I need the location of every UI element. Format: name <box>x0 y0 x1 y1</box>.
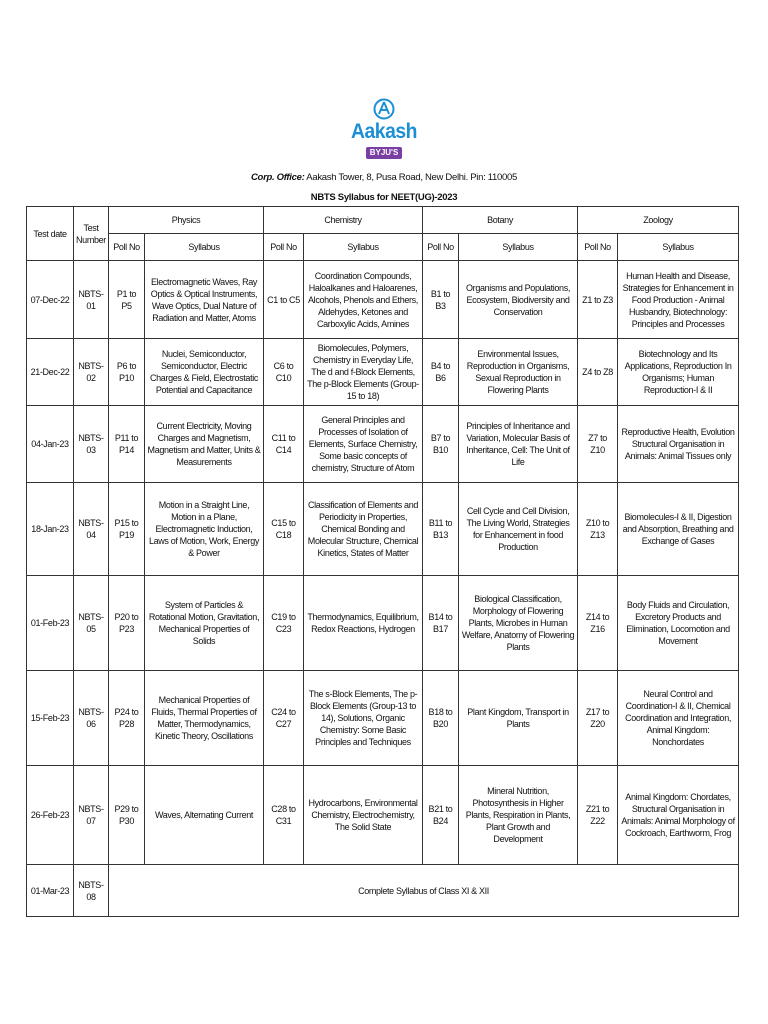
table-row <box>27 339 739 406</box>
botany-syllabus-cell: Organisms and Populations, Ecosystem, Biodiversity and Conservation <box>459 261 578 339</box>
table-row <box>27 483 739 576</box>
chemistry-poll-cell: C19 to C23 <box>264 576 304 671</box>
chemistry-poll-cell: C6 to C10 <box>264 339 304 406</box>
table-row-final <box>27 865 739 917</box>
test-date-cell: 18-Jan-23 <box>27 483 74 576</box>
col-chem-syllabus: Syllabus <box>304 234 423 261</box>
physics-syllabus-cell: Mechanical Properties of Fluids, Thermal Properties of Matter, Thermodynamics, Kinetic Theory, Oscillations <box>145 671 264 766</box>
test-number-cell: NBTS-06 <box>74 671 109 766</box>
byjus-badge: BYJU'S <box>366 147 403 159</box>
col-phy-syllabus: Syllabus <box>145 234 264 261</box>
test-date-cell: 01-Mar-23 <box>27 865 74 917</box>
zoology-poll-cell: Z7 to Z10 <box>578 406 618 483</box>
physics-syllabus-cell: System of Particles & Rotational Motion, Gravitation, Mechanical Properties of Solids <box>145 576 264 671</box>
zoology-syllabus-cell: Biomolecules-I & II, Digestion and Absorption, Breathing and Exchange of Gases <box>618 483 739 576</box>
zoology-poll-cell: Z1 to Z3 <box>578 261 618 339</box>
chemistry-poll-cell: C11 to C14 <box>264 406 304 483</box>
test-date-cell: 04-Jan-23 <box>27 406 74 483</box>
col-physics: Physics <box>109 207 264 234</box>
col-bot-syllabus: Syllabus <box>459 234 578 261</box>
col-test-date: Test date <box>27 207 74 261</box>
test-number-cell: NBTS-05 <box>74 576 109 671</box>
aakash-emblem-icon <box>373 98 395 120</box>
test-number-cell: NBTS-07 <box>74 766 109 865</box>
zoology-poll-cell: Z4 to Z8 <box>578 339 618 406</box>
physics-syllabus-cell: Motion in a Straight Line, Motion in a Plane, Electromagnetic Induction, Laws of Motion, Work, Energy & Power <box>145 483 264 576</box>
physics-poll-cell: P29 to P30 <box>109 766 145 865</box>
zoology-poll-cell: Z17 to Z20 <box>578 671 618 766</box>
botany-syllabus-cell: Cell Cycle and Cell Division, The Living World, Strategies for Enhancement in food Production <box>459 483 578 576</box>
physics-syllabus-cell: Electromagnetic Waves, Ray Optics & Optical Instruments, Wave Optics, Dual Nature of Radiation and Matter, Atoms <box>145 261 264 339</box>
zoology-poll-cell: Z14 to Z16 <box>578 576 618 671</box>
test-date-cell: 21-Dec-22 <box>27 339 74 406</box>
col-zoo-syllabus: Syllabus <box>618 234 739 261</box>
office-address: Aakash Tower, 8, Pusa Road, New Delhi. Pin: 110005 <box>306 172 517 183</box>
col-chemistry: Chemistry <box>264 207 423 234</box>
physics-poll-cell: P11 to P14 <box>109 406 145 483</box>
col-zoology: Zoology <box>578 207 739 234</box>
chemistry-poll-cell: C15 to C18 <box>264 483 304 576</box>
physics-poll-cell: P15 to P19 <box>109 483 145 576</box>
test-date-cell: 01-Feb-23 <box>27 576 74 671</box>
botany-syllabus-cell: Biological Classification, Morphology of Flowering Plants, Microbes in Human Welfare, Anatomy of Flowering Plants <box>459 576 578 671</box>
chemistry-syllabus-cell: Classification of Elements and Periodicity in Properties, Chemical Bonding and Molecular Structure, Chemical Kinetics, States of Matter <box>304 483 423 576</box>
botany-syllabus-cell: Plant Kingdom, Transport in Plants <box>459 671 578 766</box>
table-row <box>27 406 739 483</box>
test-number-cell: NBTS-01 <box>74 261 109 339</box>
zoology-syllabus-cell: Reproductive Health, Evolution Structural Organisation in Animals: Animal Tissues only <box>618 406 739 483</box>
physics-syllabus-cell: Current Electricity, Moving Charges and Magnetism, Magnetism and Matter, Units & Measurements <box>145 406 264 483</box>
chemistry-syllabus-cell: Hydrocarbons, Environmental Chemistry, Electrochemistry, The Solid State <box>304 766 423 865</box>
test-number-cell: NBTS-03 <box>74 406 109 483</box>
chemistry-syllabus-cell: General Principles and Processes of Isolation of Elements, Surface Chemistry, Some basic concepts of chemistry, Structure of Atom <box>304 406 423 483</box>
botany-syllabus-cell: Environmental Issues, Reproduction in Organisms, Sexual Reproduction in Flowering Plants <box>459 339 578 406</box>
document-title: NBTS Syllabus for NEET(UG)-2023 <box>310 192 458 203</box>
chemistry-poll-cell: C1 to C5 <box>264 261 304 339</box>
botany-poll-cell: B11 to B13 <box>423 483 459 576</box>
header-row-sub <box>27 234 739 261</box>
col-botany: Botany <box>423 207 578 234</box>
physics-poll-cell: P24 to P28 <box>109 671 145 766</box>
col-bot-poll: Poll No <box>423 234 459 261</box>
zoology-syllabus-cell: Human Health and Disease, Strategies for Enhancement in Food Production - Animal Husbandry, Biotechnology: Principles and Processes <box>618 261 739 339</box>
botany-poll-cell: B18 to B20 <box>423 671 459 766</box>
chemistry-syllabus-cell: The s-Block Elements, The p-Block Elements (Group-13 to 14), Solutions, Organic Chemistry: Some Basic Principles and Techniques <box>304 671 423 766</box>
test-number-cell: NBTS-02 <box>74 339 109 406</box>
chemistry-poll-cell: C24 to C27 <box>264 671 304 766</box>
physics-syllabus-cell: Waves, Alternating Current <box>145 766 264 865</box>
complete-syllabus-cell: Complete Syllabus of Class XI & XII <box>109 865 739 917</box>
botany-poll-cell: B7 to B10 <box>423 406 459 483</box>
zoology-syllabus-cell: Biotechnology and Its Applications, Reproduction In Organisms; Human Reproduction-I & II <box>618 339 739 406</box>
office-label: Corp. Office: <box>251 172 305 183</box>
chemistry-poll-cell: C28 to C31 <box>264 766 304 865</box>
test-date-cell: 26-Feb-23 <box>27 766 74 865</box>
header-row-subjects <box>27 207 739 234</box>
table-row <box>27 671 739 766</box>
chemistry-syllabus-cell: Biomolecules, Polymers, Chemistry in Everyday Life, The d and f-Block Elements, The p-Block Elements (Group-15 to 18) <box>304 339 423 406</box>
physics-syllabus-cell: Nuclei, Semiconductor, Semiconductor, Electric Charges & Field, Electrostatic Potential and Capacitance <box>145 339 264 406</box>
col-test-number: Test Number <box>74 207 109 261</box>
test-number-cell: NBTS-08 <box>74 865 109 917</box>
corp-office-line <box>0 172 768 183</box>
col-phy-poll: Poll No <box>109 234 145 261</box>
table-row <box>27 766 739 865</box>
physics-poll-cell: P1 to P5 <box>109 261 145 339</box>
test-number-cell: NBTS-04 <box>74 483 109 576</box>
chemistry-syllabus-cell: Coordination Compounds, Haloalkanes and Haloarenes, Alcohols, Phenols and Ethers, Aldehydes, Ketones and Carboxylic Acids, Amines <box>304 261 423 339</box>
zoology-syllabus-cell: Body Fluids and Circulation, Excretory Products and Elimination, Locomotion and Movement <box>618 576 739 671</box>
botany-poll-cell: B4 to B6 <box>423 339 459 406</box>
brand-name: Aakash <box>351 120 417 143</box>
botany-poll-cell: B1 to B3 <box>423 261 459 339</box>
aakash-logo <box>348 98 420 170</box>
table-row <box>27 576 739 671</box>
table-row <box>27 261 739 339</box>
syllabus-table <box>26 206 739 917</box>
botany-syllabus-cell: Mineral Nutrition, Photosynthesis in Higher Plants, Respiration in Plants, Plant Growth and Development <box>459 766 578 865</box>
test-date-cell: 07-Dec-22 <box>27 261 74 339</box>
physics-poll-cell: P20 to P23 <box>109 576 145 671</box>
botany-poll-cell: B14 to B17 <box>423 576 459 671</box>
zoology-syllabus-cell: Neural Control and Coordination-I & II, Chemical Coordination and Integration, Animal Kingdom: Nonchordates <box>618 671 739 766</box>
botany-syllabus-cell: Principles of Inheritance and Variation, Molecular Basis of Inheritance, Cell: The Unit of Life <box>459 406 578 483</box>
col-chem-poll: Poll No <box>264 234 304 261</box>
chemistry-syllabus-cell: Thermodynamics, Equilibrium, Redox Reactions, Hydrogen <box>304 576 423 671</box>
zoology-syllabus-cell: Animal Kingdom: Chordates, Structural Organisation in Animals: Animal Morphology of Cockroach, Earthworm, Frog <box>618 766 739 865</box>
zoology-poll-cell: Z21 to Z22 <box>578 766 618 865</box>
zoology-poll-cell: Z10 to Z13 <box>578 483 618 576</box>
test-date-cell: 15-Feb-23 <box>27 671 74 766</box>
col-zoo-poll: Poll No <box>578 234 618 261</box>
physics-poll-cell: P6 to P10 <box>109 339 145 406</box>
botany-poll-cell: B21 to B24 <box>423 766 459 865</box>
